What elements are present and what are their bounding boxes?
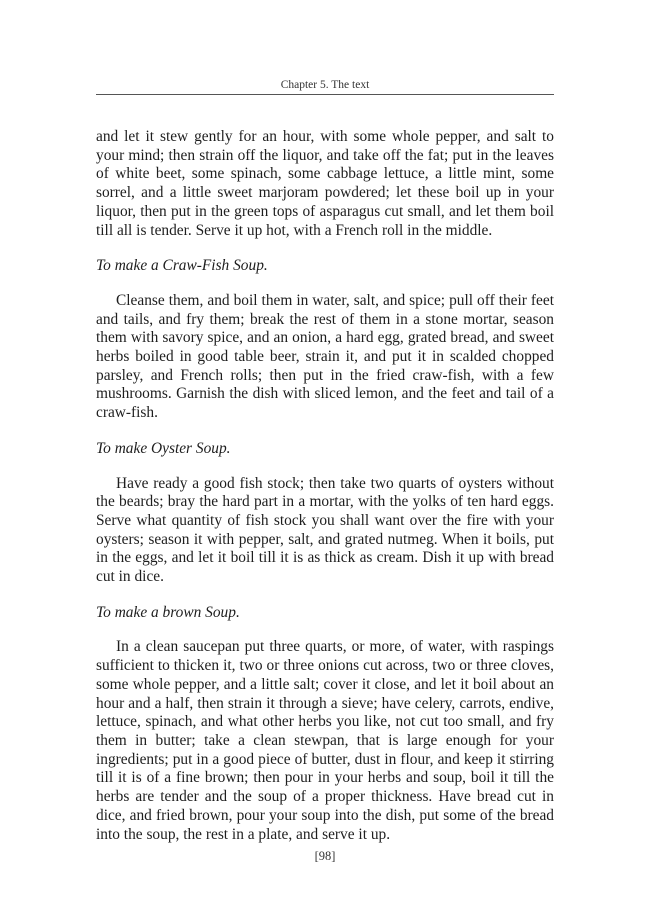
running-header: Chapter 5. The text: [280, 79, 370, 91]
recipe-text-oyster-soup: Have ready a good fish stock; then take two quarts of oysters without the beards; bray the hard part in a mortar, with the yolks of ten hard eggs. Serve what quantity of fish stock you shall want over the fire with your oysters; season it with pepper, salt, and grated nutmeg. When it boils, put in the eggs, and let it boil till it is as thick as cream. Dish it up with bread cut in dice.: [96, 474, 554, 586]
recipe-heading-oyster-soup: To make Oyster Soup.: [96, 439, 231, 457]
recipe-heading-brown-soup: To make a brown Soup.: [96, 603, 240, 621]
page-body: [96, 128, 554, 844]
recipe-text-brown-soup: In a clean saucepan put three quarts, or more, of water, with raspings sufficient to thicken it, two or three onions cut across, two or three cloves, some whole pepper, and a little salt; cover it close, and let it boil about an hour and a half, then strain it through a sieve; have celery, carrots, endive, lettuce, spinach, and what other herbs you like, not cut too small, and fry them in butter; take a clean stewpan, that is large enough for your ingredients; put in a good piece of butter, dust in flour, and keep it stirring till it is of a fine brown; then pour in your herbs and soup, boil it till the herbs are tender and the soup of a proper thickness. Have bread cut in dice, and fried brown, pour your soup into the dish, put some of the bread into the soup, the rest in a plate, and serve it up.: [96, 638, 554, 843]
recipe-heading-craw-fish-soup: To make a Craw-Fish Soup.: [96, 257, 268, 275]
recipe-text-craw-fish-soup: Cleanse them, and boil them in water, salt, and spice; pull off their feet and tails, and fry them; break the rest of them in a stone mortar, season them with savory spice, and an onion, a hard egg, grated bread, and sweet herbs boiled in good table beer, strain it, and put it in scalded chopped parsley, and French rolls; then put in the fried craw-fish, with a few mushrooms. Garnish the dish with sliced lemon, and the feet and tail of a craw-fish.: [96, 291, 554, 422]
header-rule: [96, 94, 554, 95]
page-number: [98]: [314, 849, 336, 863]
intro-paragraph: and let it stew gently for an hour, with some whole pepper, and salt to your mind; then strain off the liquor, and take off the fat; put in the leaves of white beet, some spinach, some cabbage lettuce, a little mint, some sorrel, and a little sweet marjoram powdered; let these boil up in your liquor, then put in the green tops of asparagus cut small, and let them boil till all is tender. Serve it up hot, with a French roll in the middle.: [96, 128, 554, 239]
